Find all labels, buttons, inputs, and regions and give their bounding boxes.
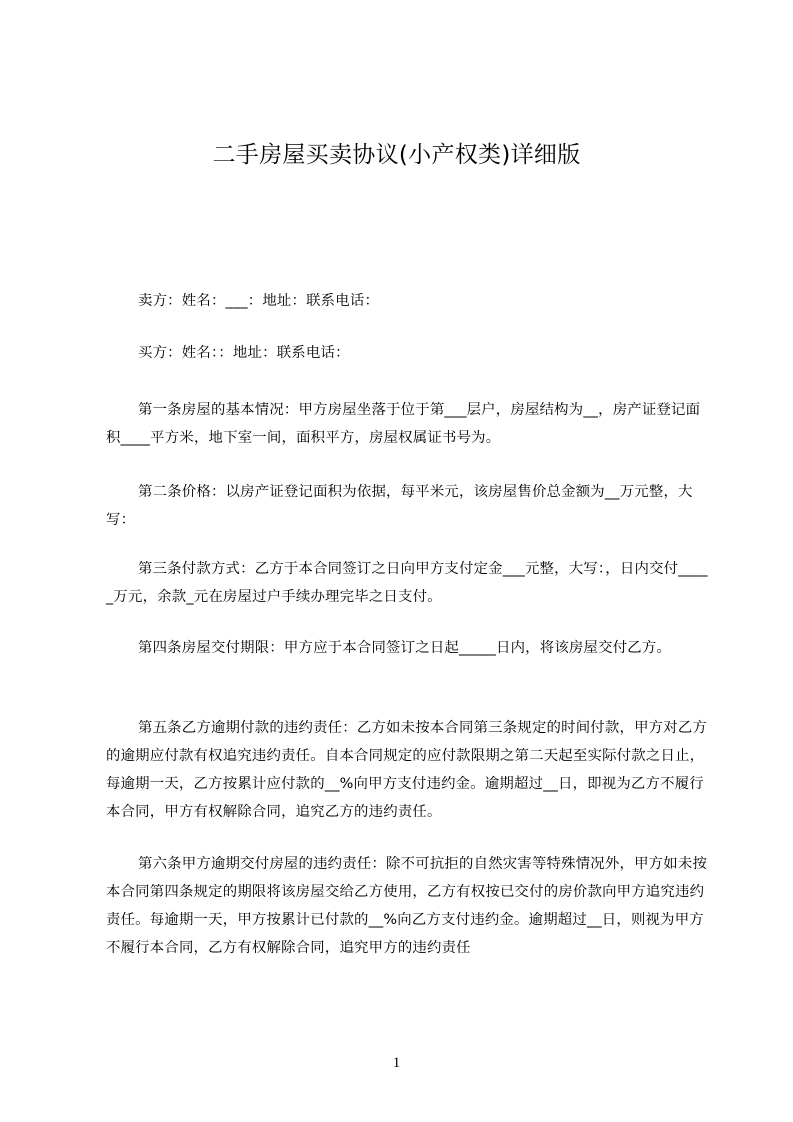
article-3: 第三条付款方式：乙方于本合同签订之日向甲方支付定金___元整，大写：，日内交付_____万元，余款_元在房屋过户手续办理完毕之日支付。 xyxy=(106,561,708,605)
seller-info: 卖方：姓名：___：地址：联系电话： xyxy=(138,293,380,309)
article-5: 第五条乙方逾期付款的违约责任：乙方如未按本合同第三条规定的时间付款，甲方对乙方的逾期应付款有权追究违约责任。自本合同规定的应付款限期之第二天起至实际付款之日止，每逾期一天，乙方按累计应付款的__%向甲方支付违约金。逾期超过__日，即视为乙方不履行本合同，甲方有权解除合同，追究乙方的违约责任。 xyxy=(106,720,708,820)
buyer-info: 买方：姓名：：地址：联系电话： xyxy=(138,345,350,361)
document-title: 二手房屋买卖协议(小产权类)详细版 xyxy=(212,142,581,168)
article-4: 第四条房屋交付期限：甲方应于本合同签订之日起_____日内，将该房屋交付乙方。 xyxy=(138,640,672,656)
article-6: 第六条甲方逾期交付房屋的违约责任：除不可抗拒的自然灾害等特殊情况外，甲方如未按本合同第四条规定的期限将该房屋交给乙方使用，乙方有权按已交付的房价款向甲方追究违约责任。每逾期一天，甲方按累计已付款的__%向乙方支付违约金。逾期超过__日，则视为甲方不履行本合同，乙方有权解除合同，追究甲方的违约责任 xyxy=(106,856,708,956)
page-number: 1 xyxy=(392,1055,401,1071)
article-2: 第二条价格：以房产证登记面积为依据，每平米元，该房屋售价总金额为__万元整，大写： xyxy=(106,484,693,528)
article-1: 第一条房屋的基本情况：甲方房屋坐落于位于第___层户，房屋结构为__，房产证登记面积____平方米，地下室一间，面积平方，房屋权属证书号为。 xyxy=(106,402,701,446)
